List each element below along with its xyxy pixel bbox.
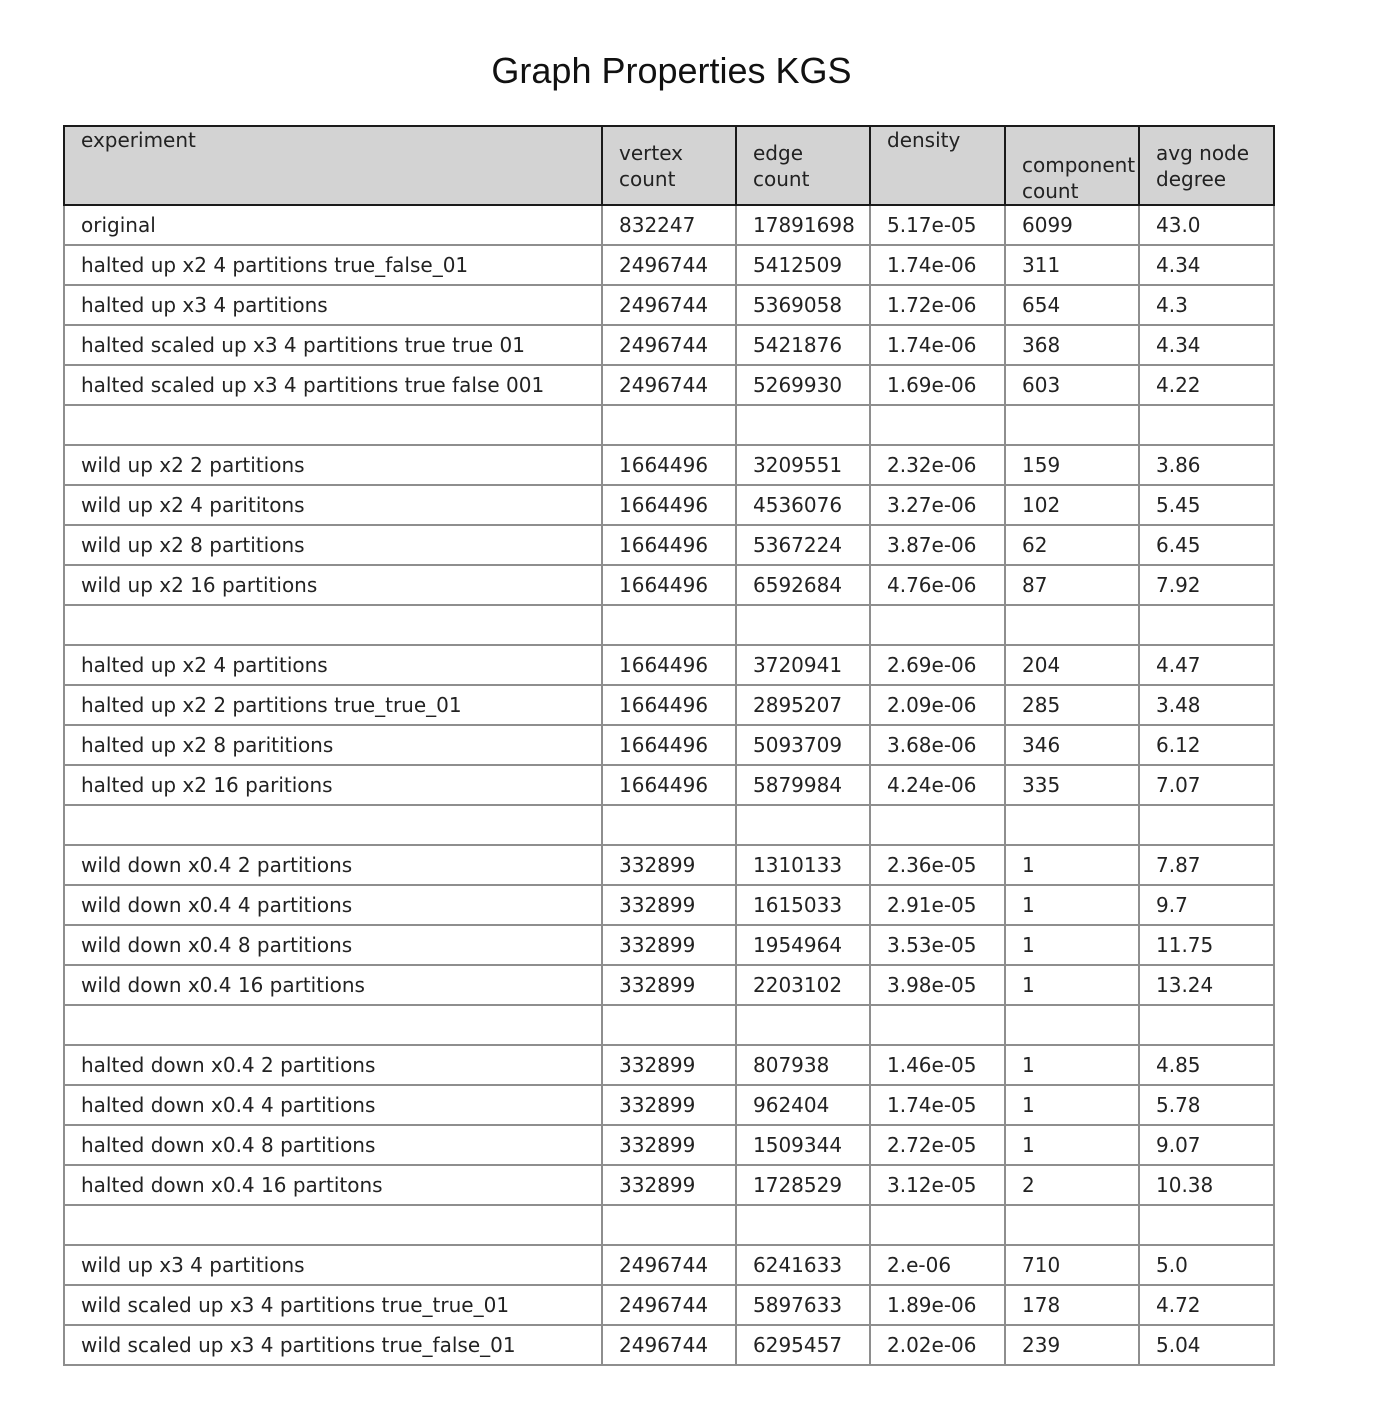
cell-edge-count: 1509344 — [736, 1125, 870, 1165]
cell-avg-node-degree: 4.34 — [1139, 245, 1274, 285]
cell-vertex-count: 1664496 — [602, 485, 736, 525]
cell-edge-count: 1615033 — [736, 885, 870, 925]
cell-vertex-count: 1664496 — [602, 765, 736, 805]
cell-edge-count — [736, 1005, 870, 1045]
cell-component-count: 2 — [1005, 1165, 1139, 1205]
table-row — [64, 1125, 1274, 1165]
cell-edge-count: 807938 — [736, 1045, 870, 1085]
table-row — [64, 925, 1274, 965]
cell-avg-node-degree: 10.38 — [1139, 1165, 1274, 1205]
cell-vertex-count: 2496744 — [602, 1245, 736, 1285]
cell-avg-node-degree: 7.87 — [1139, 845, 1274, 885]
cell-component-count: 654 — [1005, 285, 1139, 325]
cell-experiment: original — [64, 205, 602, 245]
cell-density — [870, 1005, 1005, 1045]
cell-component-count: 178 — [1005, 1285, 1139, 1325]
table-row — [64, 765, 1274, 805]
cell-density: 4.24e-06 — [870, 765, 1005, 805]
cell-edge-count: 5897633 — [736, 1285, 870, 1325]
header-experiment: experiment — [64, 126, 602, 205]
cell-vertex-count — [602, 805, 736, 845]
cell-vertex-count: 2496744 — [602, 245, 736, 285]
cell-vertex-count: 332899 — [602, 1085, 736, 1125]
spacer-row — [64, 1005, 1274, 1045]
cell-density — [870, 1205, 1005, 1245]
cell-component-count: 603 — [1005, 365, 1139, 405]
cell-component-count — [1005, 405, 1139, 445]
spacer-row — [64, 805, 1274, 845]
cell-density — [870, 605, 1005, 645]
cell-avg-node-degree: 9.07 — [1139, 1125, 1274, 1165]
cell-density: 2.72e-05 — [870, 1125, 1005, 1165]
cell-avg-node-degree: 4.34 — [1139, 325, 1274, 365]
cell-density: 3.98e-05 — [870, 965, 1005, 1005]
table-row — [64, 845, 1274, 885]
cell-avg-node-degree: 5.45 — [1139, 485, 1274, 525]
cell-avg-node-degree: 7.07 — [1139, 765, 1274, 805]
cell-edge-count: 17891698 — [736, 205, 870, 245]
table-row — [64, 1245, 1274, 1285]
cell-vertex-count — [602, 405, 736, 445]
header-row — [64, 126, 1274, 205]
cell-experiment: wild down x0.4 8 partitions — [64, 925, 602, 965]
table-row — [64, 685, 1274, 725]
cell-component-count — [1005, 605, 1139, 645]
cell-avg-node-degree — [1139, 1205, 1274, 1245]
cell-experiment: halted scaled up x3 4 partitions true false 001 — [64, 365, 602, 405]
cell-experiment: halted down x0.4 4 partitions — [64, 1085, 602, 1125]
cell-edge-count: 5421876 — [736, 325, 870, 365]
cell-vertex-count: 832247 — [602, 205, 736, 245]
cell-component-count: 87 — [1005, 565, 1139, 605]
cell-density: 3.12e-05 — [870, 1165, 1005, 1205]
cell-avg-node-degree: 5.78 — [1139, 1085, 1274, 1125]
cell-edge-count: 1954964 — [736, 925, 870, 965]
cell-density: 1.69e-06 — [870, 365, 1005, 405]
cell-experiment: wild up x3 4 partitions — [64, 1245, 602, 1285]
cell-component-count — [1005, 805, 1139, 845]
cell-edge-count — [736, 605, 870, 645]
cell-avg-node-degree: 11.75 — [1139, 925, 1274, 965]
graph-properties-table — [63, 125, 1275, 1366]
cell-component-count: 159 — [1005, 445, 1139, 485]
table-row — [64, 325, 1274, 365]
header-avg-node-degree: avg node degree — [1139, 126, 1274, 205]
cell-avg-node-degree — [1139, 405, 1274, 445]
cell-component-count: 285 — [1005, 685, 1139, 725]
table-row — [64, 525, 1274, 565]
header-density: density — [870, 126, 1005, 205]
cell-experiment: wild down x0.4 16 partitions — [64, 965, 602, 1005]
cell-avg-node-degree: 4.85 — [1139, 1045, 1274, 1085]
cell-density: 1.46e-05 — [870, 1045, 1005, 1085]
table-body — [64, 205, 1274, 1365]
cell-vertex-count: 1664496 — [602, 565, 736, 605]
table-row — [64, 885, 1274, 925]
cell-density: 3.68e-06 — [870, 725, 1005, 765]
cell-component-count: 62 — [1005, 525, 1139, 565]
cell-component-count: 335 — [1005, 765, 1139, 805]
cell-edge-count: 5367224 — [736, 525, 870, 565]
cell-edge-count: 1310133 — [736, 845, 870, 885]
cell-component-count — [1005, 1005, 1139, 1045]
cell-density: 2.e-06 — [870, 1245, 1005, 1285]
cell-experiment: halted up x2 8 parititions — [64, 725, 602, 765]
cell-vertex-count: 332899 — [602, 1045, 736, 1085]
spacer-row — [64, 605, 1274, 645]
cell-vertex-count: 1664496 — [602, 645, 736, 685]
cell-density: 2.32e-06 — [870, 445, 1005, 485]
cell-edge-count — [736, 405, 870, 445]
cell-edge-count: 1728529 — [736, 1165, 870, 1205]
cell-vertex-count: 332899 — [602, 925, 736, 965]
table-row — [64, 965, 1274, 1005]
cell-experiment: halted up x2 16 paritions — [64, 765, 602, 805]
cell-vertex-count: 1664496 — [602, 725, 736, 765]
cell-edge-count: 5269930 — [736, 365, 870, 405]
cell-avg-node-degree: 7.92 — [1139, 565, 1274, 605]
cell-experiment: halted down x0.4 8 partitions — [64, 1125, 602, 1165]
cell-density: 3.27e-06 — [870, 485, 1005, 525]
cell-edge-count: 6592684 — [736, 565, 870, 605]
cell-vertex-count: 332899 — [602, 1125, 736, 1165]
cell-density: 1.74e-05 — [870, 1085, 1005, 1125]
cell-experiment: wild down x0.4 4 partitions — [64, 885, 602, 925]
cell-vertex-count: 2496744 — [602, 1285, 736, 1325]
cell-experiment: halted scaled up x3 4 partitions true true 01 — [64, 325, 602, 365]
cell-vertex-count — [602, 1005, 736, 1045]
cell-avg-node-degree: 5.04 — [1139, 1325, 1274, 1365]
table-row — [64, 285, 1274, 325]
cell-edge-count: 2895207 — [736, 685, 870, 725]
cell-avg-node-degree: 3.48 — [1139, 685, 1274, 725]
cell-experiment: wild scaled up x3 4 partitions true_false_01 — [64, 1325, 602, 1365]
table-row — [64, 1165, 1274, 1205]
cell-avg-node-degree — [1139, 1005, 1274, 1045]
cell-vertex-count: 2496744 — [602, 325, 736, 365]
cell-density: 2.02e-06 — [870, 1325, 1005, 1365]
cell-density: 3.53e-05 — [870, 925, 1005, 965]
spacer-row — [64, 1205, 1274, 1245]
cell-component-count: 1 — [1005, 1045, 1139, 1085]
cell-density: 1.74e-06 — [870, 245, 1005, 285]
cell-component-count: 1 — [1005, 845, 1139, 885]
cell-density: 1.89e-06 — [870, 1285, 1005, 1325]
cell-vertex-count: 332899 — [602, 965, 736, 1005]
cell-edge-count: 5369058 — [736, 285, 870, 325]
cell-avg-node-degree — [1139, 805, 1274, 845]
page-title: Graph Properties KGS — [491, 50, 852, 91]
cell-experiment — [64, 605, 602, 645]
cell-edge-count: 6295457 — [736, 1325, 870, 1365]
cell-avg-node-degree: 4.3 — [1139, 285, 1274, 325]
cell-experiment: wild up x2 2 partitions — [64, 445, 602, 485]
cell-avg-node-degree: 4.22 — [1139, 365, 1274, 405]
cell-vertex-count: 1664496 — [602, 525, 736, 565]
cell-experiment: halted down x0.4 2 partitions — [64, 1045, 602, 1085]
cell-experiment: halted up x2 4 partitions — [64, 645, 602, 685]
cell-density: 3.87e-06 — [870, 525, 1005, 565]
cell-density: 4.76e-06 — [870, 565, 1005, 605]
cell-experiment: wild scaled up x3 4 partitions true_true_01 — [64, 1285, 602, 1325]
header-vertex-count: vertex count — [602, 126, 736, 205]
table-row — [64, 565, 1274, 605]
cell-component-count: 204 — [1005, 645, 1139, 685]
cell-component-count: 368 — [1005, 325, 1139, 365]
cell-density: 2.36e-05 — [870, 845, 1005, 885]
cell-experiment: wild down x0.4 2 partitions — [64, 845, 602, 885]
cell-experiment: wild up x2 4 parititons — [64, 485, 602, 525]
cell-experiment: halted up x2 4 partitions true_false_01 — [64, 245, 602, 285]
cell-edge-count: 4536076 — [736, 485, 870, 525]
cell-avg-node-degree: 4.72 — [1139, 1285, 1274, 1325]
cell-edge-count: 962404 — [736, 1085, 870, 1125]
cell-component-count: 1 — [1005, 965, 1139, 1005]
cell-density: 5.17e-05 — [870, 205, 1005, 245]
cell-component-count: 1 — [1005, 885, 1139, 925]
cell-component-count — [1005, 1205, 1139, 1245]
table-row — [64, 1325, 1274, 1365]
cell-density: 2.91e-05 — [870, 885, 1005, 925]
cell-avg-node-degree: 6.45 — [1139, 525, 1274, 565]
cell-edge-count: 2203102 — [736, 965, 870, 1005]
table-row — [64, 245, 1274, 285]
cell-vertex-count: 1664496 — [602, 445, 736, 485]
cell-experiment: halted up x2 2 partitions true_true_01 — [64, 685, 602, 725]
cell-vertex-count: 2496744 — [602, 285, 736, 325]
cell-vertex-count: 332899 — [602, 1165, 736, 1205]
table-row — [64, 1085, 1274, 1125]
cell-avg-node-degree: 6.12 — [1139, 725, 1274, 765]
cell-avg-node-degree: 3.86 — [1139, 445, 1274, 485]
cell-vertex-count: 2496744 — [602, 1325, 736, 1365]
cell-component-count: 1 — [1005, 1085, 1139, 1125]
cell-avg-node-degree: 43.0 — [1139, 205, 1274, 245]
cell-component-count: 6099 — [1005, 205, 1139, 245]
cell-vertex-count: 332899 — [602, 845, 736, 885]
cell-experiment — [64, 1005, 602, 1045]
cell-density: 1.72e-06 — [870, 285, 1005, 325]
cell-avg-node-degree — [1139, 605, 1274, 645]
cell-avg-node-degree: 4.47 — [1139, 645, 1274, 685]
header-component-count: component count — [1005, 126, 1139, 205]
table-row — [64, 1045, 1274, 1085]
cell-vertex-count — [602, 1205, 736, 1245]
cell-avg-node-degree: 13.24 — [1139, 965, 1274, 1005]
spacer-row — [64, 405, 1274, 445]
cell-vertex-count: 1664496 — [602, 685, 736, 725]
cell-component-count: 346 — [1005, 725, 1139, 765]
cell-vertex-count: 2496744 — [602, 365, 736, 405]
cell-component-count: 1 — [1005, 1125, 1139, 1165]
table-row — [64, 645, 1274, 685]
cell-edge-count: 5093709 — [736, 725, 870, 765]
cell-component-count: 311 — [1005, 245, 1139, 285]
header-edge-count: edge count — [736, 126, 870, 205]
cell-component-count: 710 — [1005, 1245, 1139, 1285]
cell-component-count: 1 — [1005, 925, 1139, 965]
cell-edge-count: 5412509 — [736, 245, 870, 285]
cell-density — [870, 805, 1005, 845]
cell-edge-count: 3720941 — [736, 645, 870, 685]
cell-experiment — [64, 805, 602, 845]
table-row — [64, 365, 1274, 405]
cell-density: 2.69e-06 — [870, 645, 1005, 685]
table-row — [64, 725, 1274, 765]
table-row — [64, 485, 1274, 525]
cell-edge-count: 3209551 — [736, 445, 870, 485]
cell-vertex-count: 332899 — [602, 885, 736, 925]
cell-experiment — [64, 1205, 602, 1245]
cell-density — [870, 405, 1005, 445]
cell-experiment — [64, 405, 602, 445]
cell-avg-node-degree: 9.7 — [1139, 885, 1274, 925]
cell-experiment: halted down x0.4 16 partitons — [64, 1165, 602, 1205]
cell-experiment: wild up x2 8 partitions — [64, 525, 602, 565]
table-row — [64, 205, 1274, 245]
cell-density: 2.09e-06 — [870, 685, 1005, 725]
cell-edge-count: 6241633 — [736, 1245, 870, 1285]
cell-component-count: 239 — [1005, 1325, 1139, 1365]
table-row — [64, 445, 1274, 485]
cell-edge-count: 5879984 — [736, 765, 870, 805]
cell-experiment: halted up x3 4 partitions — [64, 285, 602, 325]
cell-edge-count — [736, 1205, 870, 1245]
cell-avg-node-degree: 5.0 — [1139, 1245, 1274, 1285]
cell-edge-count — [736, 805, 870, 845]
cell-density: 1.74e-06 — [870, 325, 1005, 365]
cell-experiment: wild up x2 16 partitions — [64, 565, 602, 605]
cell-component-count: 102 — [1005, 485, 1139, 525]
cell-vertex-count — [602, 605, 736, 645]
table-row — [64, 1285, 1274, 1325]
